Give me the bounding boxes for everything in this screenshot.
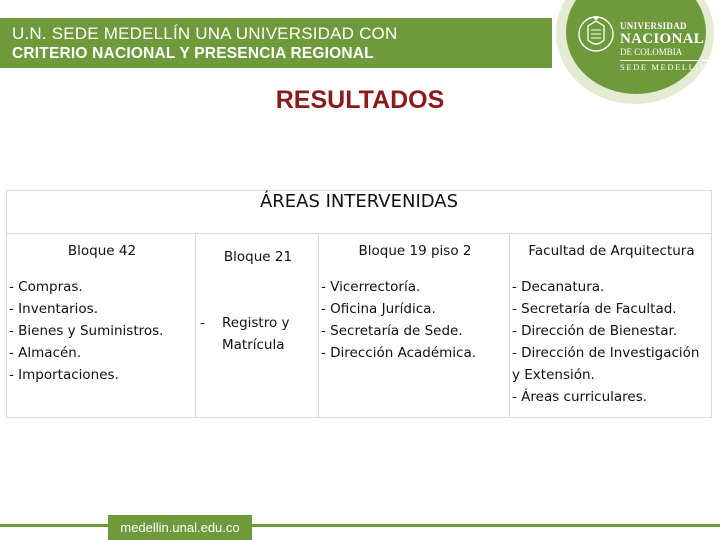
header-line-2: CRITERIO NACIONAL Y PRESENCIA REGIONAL <box>12 45 374 62</box>
list-item: - Almacén. <box>9 345 82 361</box>
list-item: - Dirección de Investigación y Extensión. <box>512 345 700 383</box>
logo-sede: SEDE MEDELLÍN <box>620 62 708 72</box>
column-header: Bloque 42 <box>67 243 137 259</box>
list-item: - Secretaría de Facultad. <box>512 301 677 317</box>
list-item: - Decanatura. <box>512 279 605 295</box>
list-item: - Dirección de Bienestar. <box>512 323 678 339</box>
logo-nacional: NACIONAL <box>620 31 705 47</box>
list-item: - Compras. <box>9 279 83 295</box>
list-item: - Bienes y Suministros. <box>9 323 164 339</box>
header-banner <box>0 18 552 68</box>
column-header: Bloque 21 <box>223 249 293 265</box>
logo-universidad: UNIVERSIDAD <box>620 21 687 31</box>
column-header: Facultad de Arquitectura <box>528 243 695 259</box>
column-bloque-19 <box>319 234 510 418</box>
list-item: - Secretaría de Sede. <box>321 323 463 339</box>
logo-de-colombia: DE COLOMBIA <box>620 47 683 57</box>
logo-wordmark <box>620 22 708 72</box>
areas-table <box>6 190 712 418</box>
page-title: RESULTADOS <box>275 86 445 114</box>
list-item <box>198 312 318 356</box>
list-item: - Áreas curriculares. <box>512 389 648 405</box>
footer-url: medellin.unal.edu.co <box>108 515 252 540</box>
column-bloque-21 <box>196 234 319 418</box>
column-facultad-arquitectura <box>510 234 712 418</box>
list-item: - Importaciones. <box>9 367 119 383</box>
column-header: Bloque 19 piso 2 <box>358 243 472 259</box>
list-item: - Oficina Jurídica. <box>321 301 436 317</box>
list-item-text: Registro y Matrícula <box>222 315 290 353</box>
list-item: - Inventarios. <box>9 301 99 317</box>
list-bullet: - <box>200 315 205 331</box>
list-item: - Dirección Académica. <box>321 345 477 361</box>
column-bloque-42 <box>7 234 196 418</box>
university-seal-icon <box>576 12 616 58</box>
list-item: - Vicerrectoría. <box>321 279 421 295</box>
header-line-1: U.N. SEDE MEDELLÍN UNA UNIVERSIDAD CON <box>12 24 398 43</box>
table-title: ÁREAS INTERVENIDAS <box>7 191 712 234</box>
